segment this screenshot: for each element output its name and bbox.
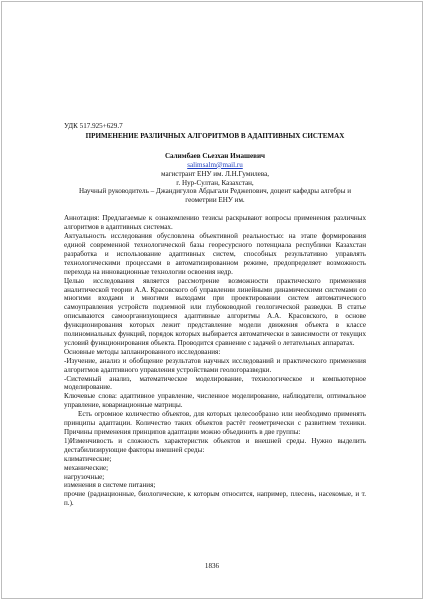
relevance-paragraph: Актуальность исследования обусловлена объективной реальностью: на этапе формирования единой современной технологической базы георесурсного потенциала республики Казахстан разработка и использование адаптивных систем, способных результативно управлять технологическими процессами в автоматизированном режиме, предопределяет возможность перехода на инновационные технологии освоения недр. — [64, 232, 366, 276]
factor-line: нагрузочные; — [64, 472, 105, 481]
paper-title: ПРИМЕНЕНИЕ РАЗЛИЧНЫХ АЛГОРИТМОВ В АДАПТИВНЫХ СИСТЕМАХ — [85, 131, 345, 140]
supervisor-line-2: геометрии ЕНУ им. — [185, 196, 245, 205]
author-email-link[interactable]: salimsalm@mail.ru — [187, 160, 243, 169]
page-number: 1836 — [204, 562, 220, 570]
goal-paragraph: Целью исследования является рассмотрение возможности практического применения аналитической теории А.А. Красовского об управлении линейными динамическими системами со многими входами и многими выходами при проектировании систем автоматического самоуправления устройств подземной или глубоководной геологической разведки. В статье описываются самоорганизующиеся адаптивные алгоритмы А.А. Красовского, в основе функционирования которых лежит представление модели движения объекта в классе полиномиальных функций, порядок которых выбирается автоматически в зависимости от текущих условий функционирования объекта. Проводится сравнение с задачей о летательных аппаратах. — [64, 276, 366, 347]
annotation-paragraph: Аннотация: Предлагаемые к ознакомлению тезисы раскрывают вопросы применения различных алгоритмов в адаптивных системах. — [64, 214, 366, 232]
factor-line: изменения в системе питания; — [64, 481, 156, 490]
method-item-1: -Изучение, анализ и обобщение результатов научных исследований и практического применения алгоритмов адаптивного управления устройствами геологоразведки. — [64, 356, 366, 374]
author-city: г. Нур-Султан, Казахстан, — [176, 178, 254, 187]
objects-paragraph: Есть огромное количество объектов, для которых целесообразно или необходимо применять принципы адаптации. Количество таких объектов растёт геометрически с развитием техники. Причины применения принципов адаптации можно объединить в две группы: — [64, 410, 366, 436]
method-item-2: -Системный анализ, математическое моделирование, технологическое и компьютерное моделирование. — [64, 374, 366, 392]
methods-heading: Основные методы запланированного исследования: — [64, 347, 221, 356]
udk-code: УДК 517.925+629.7 — [64, 122, 123, 130]
group-paragraph: 1)Изменчивость и сложность характеристик объектов и внешней среды. Нужно выделить дестабилизирующие факторы внешней среды: — [64, 436, 366, 454]
author-affiliation: магистрант ЕНУ им. Л.Н.Гумилева, — [161, 169, 269, 178]
factor-line: механические; — [64, 463, 109, 472]
author-name: Салимбаев Сьезхан Имашевич — [164, 151, 266, 160]
supervisor-line-1: Научный руководитель – Джандигулов Абдыгали Реджепович, доцент кафедры алгебры и — [78, 187, 352, 196]
abstract-body — [64, 214, 366, 508]
paper-page — [1, 1, 423, 599]
factor-line: прочие (радиационные, биологические, к которым относится, например, плесень, насекомые, и т. п.). — [64, 490, 366, 508]
factor-line: климатические; — [64, 454, 112, 463]
paper-content — [64, 122, 366, 508]
keywords-paragraph: Ключевые слова: адаптивное управление, численное моделирование, наблюдатели, оптимальное управление, ковариационные матрицы. — [64, 392, 366, 410]
